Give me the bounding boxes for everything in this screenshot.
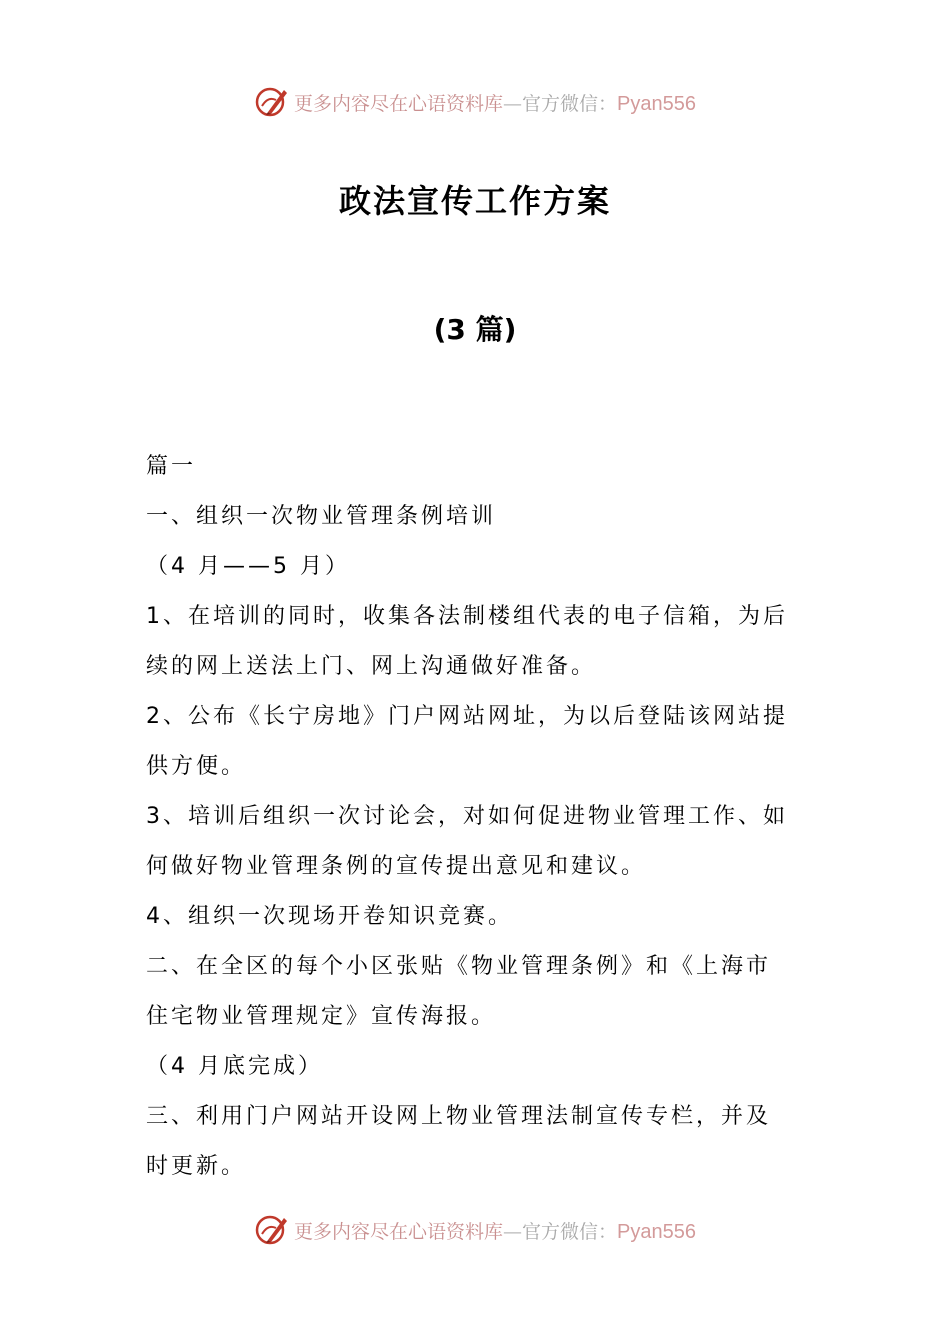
watermark-banner-top	[0, 82, 950, 122]
document-subtitle: (3 篇)	[433, 313, 517, 346]
body-line: 何做好物业管理条例的宣传提出意见和建议。	[146, 854, 647, 879]
body-line: 续的网上送法上门、网上沟通做好准备。	[146, 654, 597, 679]
watermark-text	[294, 89, 696, 116]
watermark-official-label: 官方微信：	[522, 1220, 618, 1243]
document-body	[146, 442, 810, 1192]
body-line: 1、在培训的同时，收集各法制楼组代表的电子信箱，为后	[146, 604, 788, 629]
watermark-separator: —	[503, 1220, 523, 1243]
body-line: 时更新。	[146, 1154, 247, 1179]
body-line: 一、组织一次物业管理条例培训	[146, 504, 497, 529]
watermark-wechat-id: Pyan556	[617, 92, 696, 115]
body-line: 2、公布《长宁房地》门户网站网址，为以后登陆该网站提	[146, 704, 788, 729]
watermark-site-name: 更多内容尽在心语资料库	[294, 92, 504, 115]
document-title: 政法宣传工作方案	[338, 182, 611, 220]
pen-logo-icon	[254, 84, 290, 120]
body-line: （4 月底完成）	[146, 1054, 323, 1079]
pen-logo-icon	[254, 1212, 290, 1248]
watermark-banner-bottom	[0, 1210, 950, 1250]
body-line: （4 月——5 月）	[146, 554, 350, 579]
body-line: 三、利用门户网站开设网上物业管理法制宣传专栏，并及	[146, 1104, 772, 1129]
body-line: 住宅物业管理规定》宣传海报。	[146, 1004, 497, 1029]
watermark-wechat-id: Pyan556	[617, 1220, 696, 1243]
body-line: 供方便。	[146, 754, 247, 779]
watermark-separator: —	[503, 92, 523, 115]
body-line: 篇一	[146, 454, 197, 479]
watermark-site-name: 更多内容尽在心语资料库	[294, 1220, 504, 1243]
body-line: 3、培训后组织一次讨论会，对如何促进物业管理工作、如	[146, 804, 788, 829]
watermark-text	[294, 1217, 696, 1244]
body-line: 4、组织一次现场开卷知识竞赛。	[146, 904, 513, 929]
watermark-official-label: 官方微信：	[522, 92, 618, 115]
body-line: 二、在全区的每个小区张贴《物业管理条例》和《上海市	[146, 954, 772, 979]
